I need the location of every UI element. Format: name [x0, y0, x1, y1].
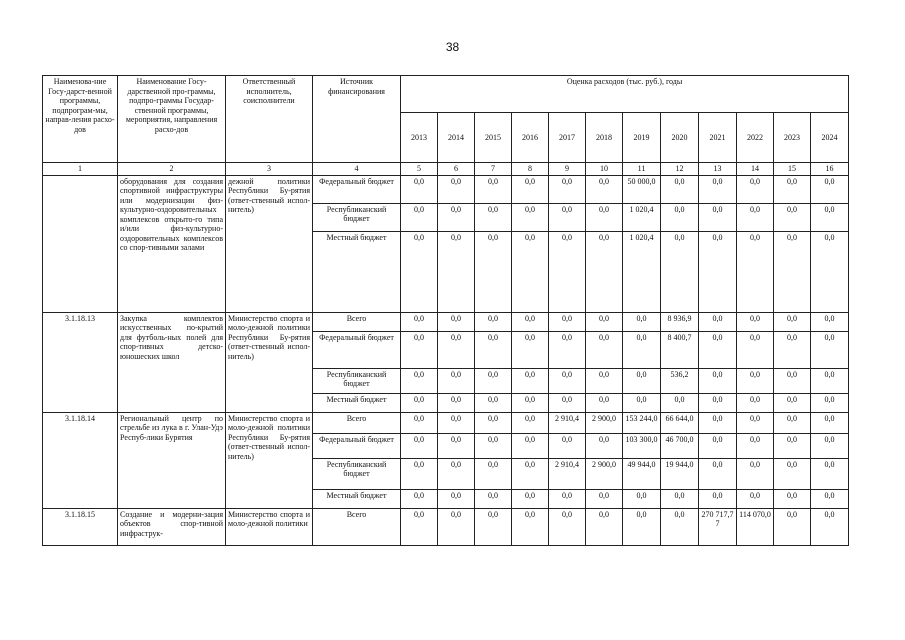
value-cell: 0,0 — [737, 312, 774, 331]
year-header-cell: 2018 — [586, 112, 623, 162]
value-cell: 0,0 — [438, 412, 475, 433]
column-number-cell: 15 — [774, 163, 811, 176]
value-cell: 0,0 — [774, 175, 811, 203]
value-cell: 0,0 — [661, 489, 699, 508]
value-cell: 0,0 — [811, 393, 849, 412]
header-program-name: Наименова-ние Госу-дарст-венной программы, подпрограм-мы, направ-ления расхо-дов — [43, 76, 118, 163]
value-cell: 0,0 — [512, 368, 549, 393]
value-cell: 0,0 — [475, 203, 512, 231]
value-cell: 8 936,9 — [661, 312, 699, 331]
value-cell: 0,0 — [401, 393, 438, 412]
value-cell: 0,0 — [401, 368, 438, 393]
value-cell: 0,0 — [699, 433, 737, 458]
row-executor: дежной политики Республики Бу-рятия (ответ-ственный испол-нитель) — [226, 175, 313, 312]
value-cell: 0,0 — [811, 412, 849, 433]
value-cell: 0,0 — [401, 312, 438, 331]
year-header-cell: 2015 — [475, 112, 512, 162]
value-cell: 270 717,7 7 — [699, 508, 737, 545]
value-cell: 0,0 — [401, 203, 438, 231]
row-funding-source: Всего — [313, 412, 401, 433]
value-cell: 0,0 — [549, 203, 586, 231]
column-number-cell: 7 — [475, 163, 512, 176]
value-cell: 0,0 — [774, 489, 811, 508]
value-cell: 536,2 — [661, 368, 699, 393]
column-number-cell: 13 — [699, 163, 737, 176]
header-event-name: Наименование Госу-дарственной про-граммы, подпро-граммы Государ-ственной программы, мероприятия, направления расхо-дов — [118, 76, 226, 163]
value-cell: 0,0 — [774, 368, 811, 393]
value-cell: 0,0 — [401, 331, 438, 368]
value-cell: 0,0 — [438, 433, 475, 458]
value-cell: 0,0 — [661, 203, 699, 231]
column-number-cell: 12 — [661, 163, 699, 176]
value-cell: 0,0 — [586, 331, 623, 368]
value-cell: 0,0 — [737, 393, 774, 412]
row-funding-source: Всего — [313, 508, 401, 545]
row-code: 3.1.18.15 — [43, 508, 118, 545]
table-row — [43, 412, 849, 433]
table-body — [43, 175, 849, 545]
year-header-cell: 2020 — [661, 112, 699, 162]
value-cell: 0,0 — [512, 312, 549, 331]
value-cell: 0,0 — [774, 331, 811, 368]
value-cell: 0,0 — [549, 508, 586, 545]
value-cell: 0,0 — [699, 412, 737, 433]
value-cell: 2 900,0 — [586, 458, 623, 489]
value-cell: 46 700,0 — [661, 433, 699, 458]
value-cell: 0,0 — [774, 393, 811, 412]
value-cell: 0,0 — [438, 175, 475, 203]
value-cell: 0,0 — [549, 393, 586, 412]
value-cell: 0,0 — [512, 412, 549, 433]
year-header-cell: 2023 — [774, 112, 811, 162]
value-cell: 2 910,4 — [549, 458, 586, 489]
value-cell: 8 400,7 — [661, 331, 699, 368]
value-cell: 0,0 — [811, 312, 849, 331]
value-cell: 0,0 — [512, 458, 549, 489]
value-cell: 0,0 — [737, 231, 774, 312]
value-cell: 0,0 — [475, 458, 512, 489]
value-cell: 0,0 — [737, 458, 774, 489]
value-cell: 0,0 — [623, 312, 661, 331]
header-estimate: Оценка расходов (тыс. руб.), годы — [401, 76, 849, 113]
value-cell: 0,0 — [737, 489, 774, 508]
column-numbering-row — [43, 163, 849, 176]
table-row — [43, 312, 849, 331]
row-executor: Министерство спорта и моло-дежной политики Республики Бу-рятия (ответ-ственный испол-нитель) — [226, 312, 313, 412]
value-cell: 0,0 — [586, 508, 623, 545]
row-funding-source: Всего — [313, 312, 401, 331]
value-cell: 0,0 — [586, 489, 623, 508]
column-number-cell: 16 — [811, 163, 849, 176]
value-cell: 0,0 — [549, 489, 586, 508]
value-cell: 0,0 — [401, 175, 438, 203]
row-event-name: оборудования для создания спортивной инфраструктуры или модернизации физ-культурно-оздоровительных комплексов открыто-го типа и/или физ-культурно-оздоровительных комплексов со спор-тивными залами — [118, 175, 226, 312]
value-cell: 0,0 — [737, 433, 774, 458]
row-funding-source: Республиканский бюджет — [313, 203, 401, 231]
value-cell: 0,0 — [811, 433, 849, 458]
page-number: 38 — [445, 40, 460, 54]
value-cell: 0,0 — [737, 412, 774, 433]
value-cell: 0,0 — [811, 231, 849, 312]
value-cell: 0,0 — [737, 175, 774, 203]
column-number-cell: 9 — [549, 163, 586, 176]
value-cell: 0,0 — [549, 433, 586, 458]
value-cell: 0,0 — [475, 312, 512, 331]
header-executor: Ответственный исполнитель, соисполнители — [226, 76, 313, 163]
value-cell: 0,0 — [586, 312, 623, 331]
value-cell: 0,0 — [475, 393, 512, 412]
expenses-table — [42, 75, 849, 546]
column-number-cell: 3 — [226, 163, 313, 176]
value-cell: 50 000,0 — [623, 175, 661, 203]
column-number-cell: 8 — [512, 163, 549, 176]
value-cell: 0,0 — [512, 203, 549, 231]
column-number-cell: 11 — [623, 163, 661, 176]
value-cell: 0,0 — [586, 175, 623, 203]
value-cell: 0,0 — [586, 433, 623, 458]
value-cell: 0,0 — [475, 231, 512, 312]
value-cell: 0,0 — [699, 393, 737, 412]
value-cell: 2 910,4 — [549, 412, 586, 433]
column-number-cell: 5 — [401, 163, 438, 176]
value-cell: 0,0 — [475, 489, 512, 508]
row-code: 3.1.18.13 — [43, 312, 118, 412]
column-number-cell: 6 — [438, 163, 475, 176]
value-cell: 0,0 — [401, 433, 438, 458]
value-cell: 0,0 — [549, 175, 586, 203]
value-cell: 0,0 — [438, 508, 475, 545]
value-cell: 0,0 — [774, 458, 811, 489]
value-cell: 0,0 — [774, 231, 811, 312]
year-header-cell: 2019 — [623, 112, 661, 162]
row-funding-source: Федеральный бюджет — [313, 175, 401, 203]
value-cell: 0,0 — [438, 458, 475, 489]
value-cell: 0,0 — [661, 175, 699, 203]
value-cell: 0,0 — [512, 489, 549, 508]
row-code: 3.1.18.14 — [43, 412, 118, 508]
value-cell: 0,0 — [811, 458, 849, 489]
year-header-cell: 2014 — [438, 112, 475, 162]
row-funding-source: Местный бюджет — [313, 231, 401, 312]
value-cell: 0,0 — [586, 393, 623, 412]
value-cell: 0,0 — [438, 331, 475, 368]
value-cell: 2 900,0 — [586, 412, 623, 433]
year-header-cell: 2024 — [811, 112, 849, 162]
value-cell: 0,0 — [774, 203, 811, 231]
value-cell: 0,0 — [475, 433, 512, 458]
value-cell: 0,0 — [512, 175, 549, 203]
value-cell: 0,0 — [475, 331, 512, 368]
value-cell: 0,0 — [774, 412, 811, 433]
row-funding-source: Федеральный бюджет — [313, 433, 401, 458]
year-header-cell: 2016 — [512, 112, 549, 162]
table-row — [43, 175, 849, 203]
value-cell: 0,0 — [699, 458, 737, 489]
value-cell: 0,0 — [401, 508, 438, 545]
value-cell: 0,0 — [549, 331, 586, 368]
value-cell: 0,0 — [737, 331, 774, 368]
value-cell: 0,0 — [661, 393, 699, 412]
column-number-cell: 2 — [118, 163, 226, 176]
value-cell: 0,0 — [699, 331, 737, 368]
value-cell: 0,0 — [699, 489, 737, 508]
row-code — [43, 175, 118, 312]
year-header-cell: 2017 — [549, 112, 586, 162]
value-cell: 0,0 — [811, 368, 849, 393]
value-cell: 0,0 — [512, 433, 549, 458]
value-cell: 0,0 — [438, 489, 475, 508]
value-cell: 0,0 — [549, 312, 586, 331]
header-funding-source: Источник финансирования — [313, 76, 401, 163]
year-header-cell: 2021 — [699, 112, 737, 162]
row-funding-source: Местный бюджет — [313, 489, 401, 508]
value-cell: 0,0 — [699, 203, 737, 231]
value-cell: 0,0 — [438, 231, 475, 312]
value-cell: 0,0 — [623, 489, 661, 508]
row-executor: Министерство спорта и моло-дежной политики Республики Бу-рятия (ответ-ственный испол-нитель) — [226, 412, 313, 508]
value-cell: 1 020,4 — [623, 231, 661, 312]
value-cell: 0,0 — [401, 489, 438, 508]
value-cell: 0,0 — [512, 393, 549, 412]
table-header — [43, 76, 849, 176]
row-funding-source: Республиканский бюджет — [313, 458, 401, 489]
row-funding-source: Республиканский бюджет — [313, 368, 401, 393]
value-cell: 0,0 — [586, 368, 623, 393]
value-cell: 0,0 — [774, 433, 811, 458]
value-cell: 0,0 — [811, 489, 849, 508]
value-cell: 19 944,0 — [661, 458, 699, 489]
value-cell: 103 300,0 — [623, 433, 661, 458]
column-number-cell: 4 — [313, 163, 401, 176]
value-cell: 0,0 — [475, 508, 512, 545]
value-cell: 49 944,0 — [623, 458, 661, 489]
value-cell: 0,0 — [661, 231, 699, 312]
year-header-cell: 2013 — [401, 112, 438, 162]
row-funding-source: Местный бюджет — [313, 393, 401, 412]
column-number-cell: 10 — [586, 163, 623, 176]
value-cell: 0,0 — [401, 458, 438, 489]
value-cell: 0,0 — [438, 393, 475, 412]
value-cell: 0,0 — [512, 231, 549, 312]
value-cell: 0,0 — [737, 203, 774, 231]
column-number-cell: 14 — [737, 163, 774, 176]
value-cell: 0,0 — [811, 203, 849, 231]
value-cell: 0,0 — [661, 508, 699, 545]
value-cell: 0,0 — [438, 312, 475, 331]
row-executor: Министерство спорта и моло-дежной политики — [226, 508, 313, 545]
value-cell: 0,0 — [586, 231, 623, 312]
value-cell: 0,0 — [549, 368, 586, 393]
value-cell: 0,0 — [623, 508, 661, 545]
table-row — [43, 508, 849, 545]
value-cell: 0,0 — [774, 312, 811, 331]
value-cell: 0,0 — [512, 508, 549, 545]
column-number-cell: 1 — [43, 163, 118, 176]
value-cell: 0,0 — [623, 331, 661, 368]
value-cell: 0,0 — [438, 368, 475, 393]
value-cell: 0,0 — [811, 175, 849, 203]
value-cell: 114 070,0 — [737, 508, 774, 545]
value-cell: 66 644,0 — [661, 412, 699, 433]
row-event-name: Закупка комплектов искусственных по-крытий для футболь-ных полей для спор-тивных детско-юношеских школ — [118, 312, 226, 412]
value-cell: 0,0 — [699, 231, 737, 312]
value-cell: 1 020,4 — [623, 203, 661, 231]
value-cell: 0,0 — [549, 231, 586, 312]
value-cell: 0,0 — [699, 175, 737, 203]
value-cell: 153 244,0 — [623, 412, 661, 433]
value-cell: 0,0 — [774, 508, 811, 545]
year-header-cell: 2022 — [737, 112, 774, 162]
value-cell: 0,0 — [811, 331, 849, 368]
value-cell: 0,0 — [811, 508, 849, 545]
value-cell: 0,0 — [475, 175, 512, 203]
row-funding-source: Федеральный бюджет — [313, 331, 401, 368]
value-cell: 0,0 — [623, 393, 661, 412]
value-cell: 0,0 — [737, 368, 774, 393]
row-event-name: Создание и модерни-зация объектов спор-тивной инфраструк- — [118, 508, 226, 545]
value-cell: 0,0 — [438, 203, 475, 231]
value-cell: 0,0 — [512, 331, 549, 368]
value-cell: 0,0 — [699, 368, 737, 393]
value-cell: 0,0 — [401, 231, 438, 312]
value-cell: 0,0 — [475, 368, 512, 393]
value-cell: 0,0 — [623, 368, 661, 393]
value-cell: 0,0 — [475, 412, 512, 433]
value-cell: 0,0 — [586, 203, 623, 231]
value-cell: 0,0 — [401, 412, 438, 433]
value-cell: 0,0 — [699, 312, 737, 331]
row-event-name: Региональный центр по стрельбе из лука в г. Улан-Удэ Респуб-лики Бурятия — [118, 412, 226, 508]
